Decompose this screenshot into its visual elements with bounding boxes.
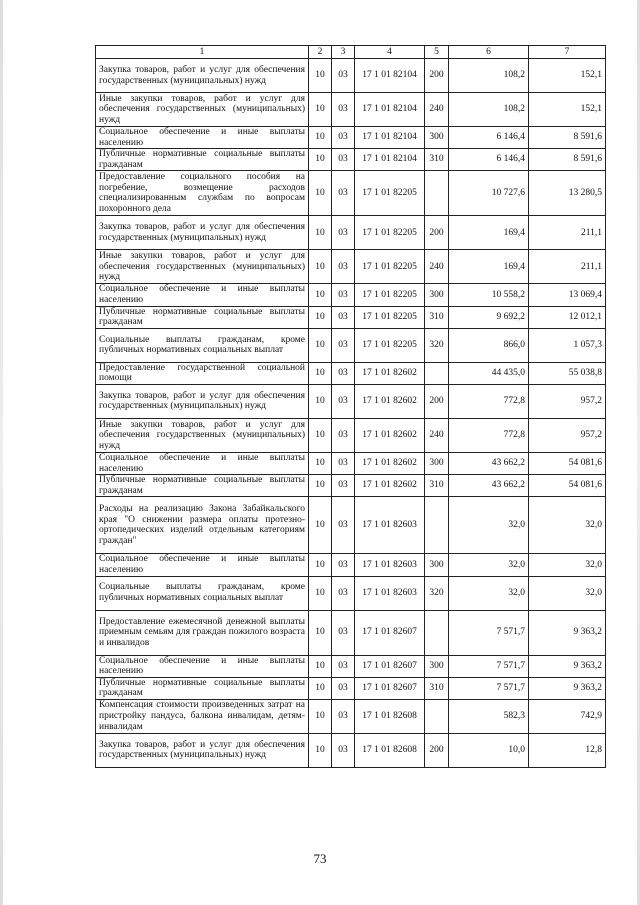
subsection-code-cell: 03 (332, 610, 355, 655)
expense-type-cell (425, 362, 449, 384)
target-article-cell: 17 1 01 82205 (355, 250, 425, 284)
amount-col6-cell: 10 727,6 (449, 171, 529, 216)
section-code-cell: 10 (309, 127, 332, 149)
amount-col7-cell: 13 069,4 (529, 284, 606, 306)
section-code-cell: 10 (309, 384, 332, 418)
table-row (96, 554, 606, 576)
section-code-cell: 10 (309, 59, 332, 93)
table-row (96, 475, 606, 497)
amount-col7-cell: 32,0 (529, 576, 606, 610)
row-name-cell: Публичные нормативные социальные выплаты гражданам (96, 677, 309, 699)
row-name-cell: Закупка товаров, работ и услуг для обеспечения государственных (муниципальных) нужд (96, 216, 309, 250)
amount-col6-cell: 108,2 (449, 93, 529, 127)
row-name-cell: Предоставление социального пособия на погребение, возмещение расходов специализированным службам по вопросам похоронного дела (96, 171, 309, 216)
section-code-cell: 10 (309, 733, 332, 767)
header-row (96, 46, 606, 59)
expense-type-cell: 240 (425, 418, 449, 452)
table-row (96, 362, 606, 384)
row-name-cell: Компенсация стоимости произведенных затрат на пристройку пандуса, балкона инвалидам, детям-инвалидам (96, 699, 309, 733)
amount-col6-cell: 7 571,7 (449, 610, 529, 655)
amount-col6-cell: 7 571,7 (449, 677, 529, 699)
amount-col6-cell: 7 571,7 (449, 655, 529, 677)
header-cell: 4 (355, 46, 425, 59)
subsection-code-cell: 03 (332, 362, 355, 384)
amount-col7-cell: 9 363,2 (529, 677, 606, 699)
table-row (96, 610, 606, 655)
amount-col6-cell: 169,4 (449, 250, 529, 284)
amount-col6-cell: 43 662,2 (449, 452, 529, 474)
amount-col7-cell: 32,0 (529, 554, 606, 576)
table-row (96, 677, 606, 699)
subsection-code-cell: 03 (332, 497, 355, 554)
section-code-cell: 10 (309, 93, 332, 127)
section-code-cell: 10 (309, 610, 332, 655)
section-code-cell: 10 (309, 699, 332, 733)
row-name-cell: Закупка товаров, работ и услуг для обеспечения государственных (муниципальных) нужд (96, 733, 309, 767)
target-article-cell: 17 1 01 82607 (355, 655, 425, 677)
expense-type-cell: 310 (425, 677, 449, 699)
amount-col6-cell: 866,0 (449, 328, 529, 362)
table-row (96, 93, 606, 127)
subsection-code-cell: 03 (332, 452, 355, 474)
subsection-code-cell: 03 (332, 127, 355, 149)
row-name-cell: Предоставление государственной социальной помощи (96, 362, 309, 384)
table-row (96, 59, 606, 93)
header-cell: 6 (449, 46, 529, 59)
target-article-cell: 17 1 01 82603 (355, 554, 425, 576)
target-article-cell: 17 1 01 82608 (355, 699, 425, 733)
amount-col7-cell: 54 081,6 (529, 452, 606, 474)
amount-col7-cell: 957,2 (529, 384, 606, 418)
amount-col7-cell: 13 280,5 (529, 171, 606, 216)
section-code-cell: 10 (309, 475, 332, 497)
section-code-cell: 10 (309, 284, 332, 306)
table-row (96, 284, 606, 306)
header-cell: 2 (309, 46, 332, 59)
expense-type-cell: 320 (425, 328, 449, 362)
amount-col7-cell: 211,1 (529, 216, 606, 250)
row-name-cell: Закупка товаров, работ и услуг для обеспечения государственных (муниципальных) нужд (96, 384, 309, 418)
amount-col7-cell: 9 363,2 (529, 655, 606, 677)
target-article-cell: 17 1 01 82104 (355, 127, 425, 149)
subsection-code-cell: 03 (332, 216, 355, 250)
amount-col6-cell: 169,4 (449, 216, 529, 250)
row-name-cell: Расходы на реализацию Закона Забайкальского края "О снижении размера оплаты протезно-ортопедических изделий отдельным категориям граждан" (96, 497, 309, 554)
target-article-cell: 17 1 01 82205 (355, 171, 425, 216)
amount-col7-cell: 742,9 (529, 699, 606, 733)
table-row (96, 306, 606, 328)
amount-col7-cell: 152,1 (529, 93, 606, 127)
amount-col7-cell: 12,8 (529, 733, 606, 767)
subsection-code-cell: 03 (332, 306, 355, 328)
row-name-cell: Социальные выплаты гражданам, кроме публичных нормативных социальных выплат (96, 328, 309, 362)
section-code-cell: 10 (309, 677, 332, 699)
amount-col7-cell: 55 038,8 (529, 362, 606, 384)
expense-type-cell: 320 (425, 576, 449, 610)
table-row (96, 699, 606, 733)
expense-type-cell: 200 (425, 384, 449, 418)
subsection-code-cell: 03 (332, 284, 355, 306)
row-name-cell: Публичные нормативные социальные выплаты гражданам (96, 149, 309, 171)
amount-col6-cell: 32,0 (449, 554, 529, 576)
header-cell: 7 (529, 46, 606, 59)
table-row (96, 418, 606, 452)
target-article-cell: 17 1 01 82104 (355, 149, 425, 171)
expense-type-cell: 310 (425, 475, 449, 497)
section-code-cell: 10 (309, 362, 332, 384)
section-code-cell: 10 (309, 576, 332, 610)
expense-type-cell: 200 (425, 733, 449, 767)
target-article-cell: 17 1 01 82608 (355, 733, 425, 767)
subsection-code-cell: 03 (332, 384, 355, 418)
target-article-cell: 17 1 01 82602 (355, 452, 425, 474)
amount-col6-cell: 6 146,4 (449, 127, 529, 149)
table-row (96, 149, 606, 171)
row-name-cell: Предоставление ежемесячной денежной выплаты приемным семьям для граждан пожилого возраста и инвалидов (96, 610, 309, 655)
row-name-cell: Социальное обеспечение и иные выплаты населению (96, 554, 309, 576)
subsection-code-cell: 03 (332, 93, 355, 127)
section-code-cell: 10 (309, 655, 332, 677)
amount-col6-cell: 108,2 (449, 59, 529, 93)
table-row (96, 576, 606, 610)
header-cell: 1 (96, 46, 309, 59)
subsection-code-cell: 03 (332, 576, 355, 610)
expense-type-cell (425, 171, 449, 216)
table-row (96, 452, 606, 474)
row-name-cell: Иные закупки товаров, работ и услуг для обеспечения государственных (муниципальных) нужд (96, 250, 309, 284)
target-article-cell: 17 1 01 82205 (355, 216, 425, 250)
table-row (96, 127, 606, 149)
amount-col6-cell: 10 558,2 (449, 284, 529, 306)
section-code-cell: 10 (309, 216, 332, 250)
section-code-cell: 10 (309, 497, 332, 554)
target-article-cell: 17 1 01 82602 (355, 362, 425, 384)
scan-edge-left (0, 0, 3, 905)
expense-type-cell: 300 (425, 127, 449, 149)
row-name-cell: Публичные нормативные социальные выплаты гражданам (96, 475, 309, 497)
table-row (96, 733, 606, 767)
expense-type-cell: 300 (425, 554, 449, 576)
expense-type-cell: 300 (425, 452, 449, 474)
row-name-cell: Социальные выплаты гражданам, кроме публичных нормативных социальных выплат (96, 576, 309, 610)
row-name-cell: Социальное обеспечение и иные выплаты населению (96, 284, 309, 306)
expense-type-cell: 300 (425, 655, 449, 677)
row-name-cell: Иные закупки товаров, работ и услуг для обеспечения государственных (муниципальных) нужд (96, 93, 309, 127)
amount-col7-cell: 12 012,1 (529, 306, 606, 328)
header-cell: 3 (332, 46, 355, 59)
amount-col6-cell: 772,8 (449, 384, 529, 418)
amount-col7-cell: 957,2 (529, 418, 606, 452)
subsection-code-cell: 03 (332, 677, 355, 699)
subsection-code-cell: 03 (332, 328, 355, 362)
row-name-cell: Социальное обеспечение и иные выплаты населению (96, 655, 309, 677)
subsection-code-cell: 03 (332, 475, 355, 497)
amount-col6-cell: 582,3 (449, 699, 529, 733)
subsection-code-cell: 03 (332, 171, 355, 216)
amount-col7-cell: 211,1 (529, 250, 606, 284)
amount-col6-cell: 9 692,2 (449, 306, 529, 328)
expense-type-cell: 310 (425, 149, 449, 171)
table-row (96, 384, 606, 418)
amount-col6-cell: 32,0 (449, 497, 529, 554)
section-code-cell: 10 (309, 452, 332, 474)
amount-col6-cell: 32,0 (449, 576, 529, 610)
row-name-cell: Социальное обеспечение и иные выплаты населению (96, 127, 309, 149)
expense-type-cell: 240 (425, 250, 449, 284)
target-article-cell: 17 1 01 82603 (355, 576, 425, 610)
amount-col7-cell: 54 081,6 (529, 475, 606, 497)
subsection-code-cell: 03 (332, 655, 355, 677)
subsection-code-cell: 03 (332, 699, 355, 733)
row-name-cell: Иные закупки товаров, работ и услуг для обеспечения государственных (муниципальных) нужд (96, 418, 309, 452)
table-row (96, 250, 606, 284)
page-number: 73 (313, 851, 327, 866)
table-row (96, 655, 606, 677)
target-article-cell: 17 1 01 82603 (355, 497, 425, 554)
expense-type-cell: 310 (425, 306, 449, 328)
target-article-cell: 17 1 01 82104 (355, 59, 425, 93)
amount-col7-cell: 8 591,6 (529, 127, 606, 149)
target-article-cell: 17 1 01 82602 (355, 475, 425, 497)
row-name-cell: Публичные нормативные социальные выплаты гражданам (96, 306, 309, 328)
expense-type-cell: 200 (425, 216, 449, 250)
section-code-cell: 10 (309, 418, 332, 452)
expense-type-cell (425, 699, 449, 733)
expense-type-cell (425, 497, 449, 554)
section-code-cell: 10 (309, 554, 332, 576)
subsection-code-cell: 03 (332, 59, 355, 93)
expense-type-cell: 200 (425, 59, 449, 93)
table-row (96, 171, 606, 216)
subsection-code-cell: 03 (332, 418, 355, 452)
table-row (96, 497, 606, 554)
amount-col7-cell: 9 363,2 (529, 610, 606, 655)
expense-type-cell (425, 610, 449, 655)
subsection-code-cell: 03 (332, 149, 355, 171)
amount-col6-cell: 10,0 (449, 733, 529, 767)
amount-col7-cell: 152,1 (529, 59, 606, 93)
section-code-cell: 10 (309, 171, 332, 216)
subsection-code-cell: 03 (332, 554, 355, 576)
amount-col7-cell: 32,0 (529, 497, 606, 554)
target-article-cell: 17 1 01 82607 (355, 677, 425, 699)
subsection-code-cell: 03 (332, 250, 355, 284)
target-article-cell: 17 1 01 82602 (355, 418, 425, 452)
header-cell: 5 (425, 46, 449, 59)
row-name-cell: Закупка товаров, работ и услуг для обеспечения государственных (муниципальных) нужд (96, 59, 309, 93)
amount-col7-cell: 1 057,3 (529, 328, 606, 362)
amount-col6-cell: 772,8 (449, 418, 529, 452)
budget-table (95, 45, 606, 768)
amount-col6-cell: 43 662,2 (449, 475, 529, 497)
table-row (96, 328, 606, 362)
table-row (96, 216, 606, 250)
subsection-code-cell: 03 (332, 733, 355, 767)
section-code-cell: 10 (309, 306, 332, 328)
amount-col7-cell: 8 591,6 (529, 149, 606, 171)
amount-col6-cell: 44 435,0 (449, 362, 529, 384)
amount-col6-cell: 6 146,4 (449, 149, 529, 171)
row-name-cell: Социальное обеспечение и иные выплаты населению (96, 452, 309, 474)
section-code-cell: 10 (309, 149, 332, 171)
target-article-cell: 17 1 01 82205 (355, 328, 425, 362)
section-code-cell: 10 (309, 250, 332, 284)
target-article-cell: 17 1 01 82602 (355, 384, 425, 418)
target-article-cell: 17 1 01 82205 (355, 306, 425, 328)
target-article-cell: 17 1 01 82104 (355, 93, 425, 127)
section-code-cell: 10 (309, 328, 332, 362)
expense-type-cell: 240 (425, 93, 449, 127)
target-article-cell: 17 1 01 82205 (355, 284, 425, 306)
target-article-cell: 17 1 01 82607 (355, 610, 425, 655)
expense-type-cell: 300 (425, 284, 449, 306)
